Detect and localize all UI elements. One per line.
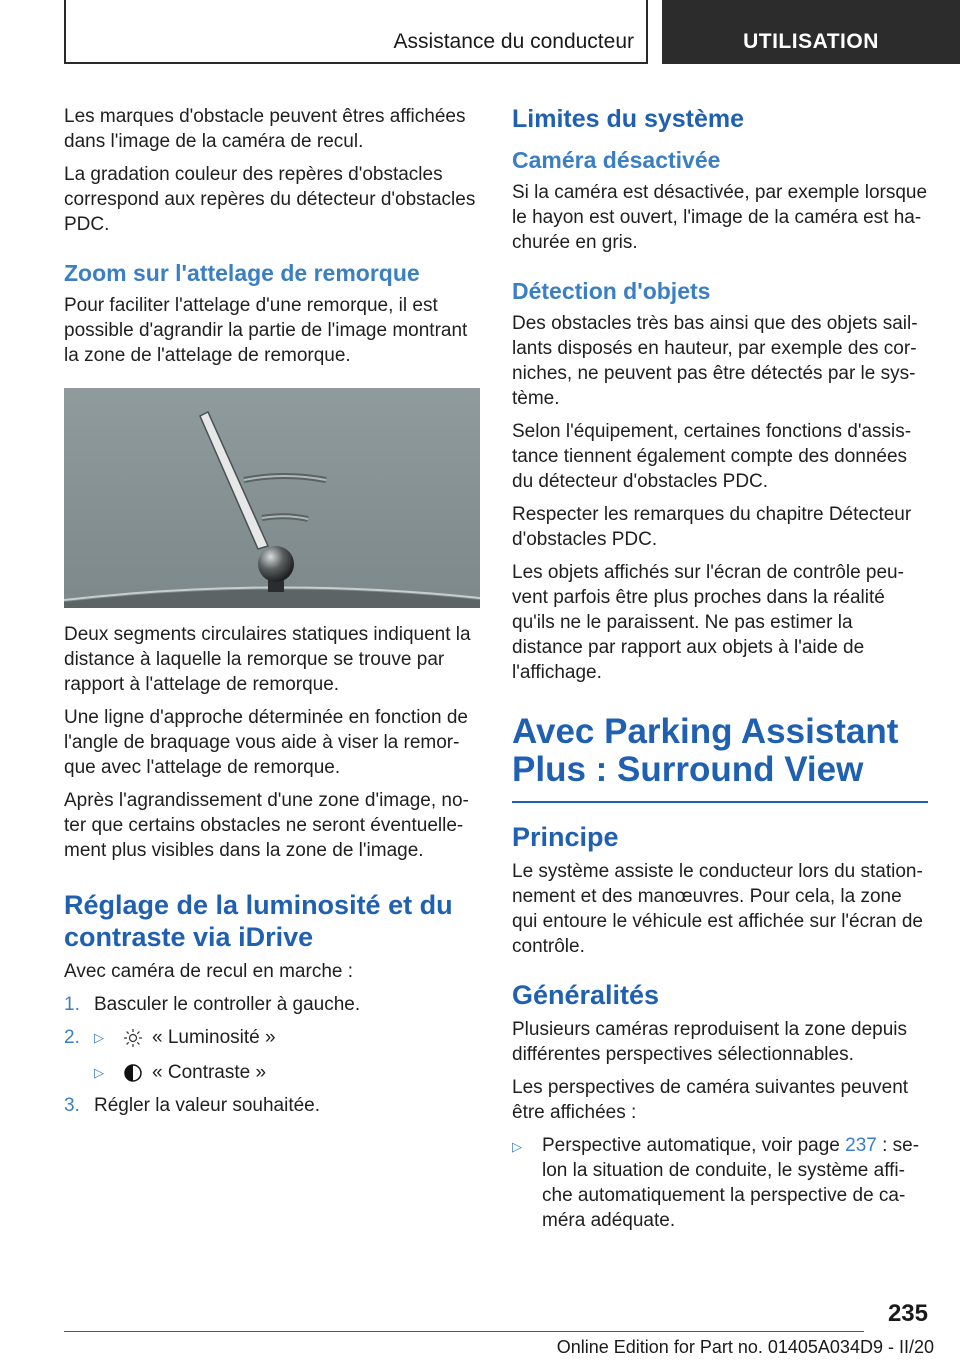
- step-number: 1.: [64, 994, 80, 1015]
- perspective-list: [512, 1133, 928, 1233]
- paragraph: Les perspectives de caméra suivantes peuvent être affichées :: [512, 1077, 909, 1123]
- heading-reglage: Réglage de la luminosité et du contraste via iDrive: [64, 890, 453, 952]
- running-header: [64, 0, 648, 64]
- right-column: [512, 104, 928, 1233]
- list-item: [64, 992, 480, 1017]
- paragraph: Selon l'équipement, certaines fonctions d'assistance tiennent également compte des données du détecteur d'obstacles PDC.: [512, 421, 912, 492]
- bullet-text-before: Perspective automatique, voir page: [542, 1135, 846, 1156]
- step-number: 2.: [64, 1027, 80, 1048]
- bullet-text-after: : selon la situation de conduite, le système affiche automatiquement la perspective de caméra adéquate.: [542, 1135, 920, 1231]
- step-number: 3.: [64, 1095, 80, 1116]
- chapter-rule: [512, 801, 928, 803]
- sub-item: [94, 1060, 480, 1085]
- list-item: [64, 1093, 480, 1118]
- paragraph: Deux segments circulaires statiques indiquent la distance à laquelle la remorque se trouve par rapport à l'attelage de remorque.: [64, 624, 471, 695]
- step-text: Basculer le controller à gauche.: [94, 994, 361, 1015]
- paragraph: Respecter les remarques du chapitre Détecteur d'obstacles PDC.: [512, 504, 912, 550]
- sub-item-label: « Contraste »: [152, 1062, 267, 1083]
- footer-edition: Online Edition for Part no. 01405A034D9 - II/20: [556, 1337, 934, 1357]
- paragraph: Les objets affichés sur l'écran de contrôle peuvent parfois être plus proches dans la réalité qu'ils ne le paraissent. Ne pas estimer la distance par rapport aux objets à l'aide de l'affichage.: [512, 562, 904, 683]
- paragraph: Le système assiste le conducteur lors du stationnement et des manœuvres. Pour cela, la zone qui entoure le véhicule est affichée sur l'écran de contrôle.: [512, 861, 923, 957]
- heading-detection: Détection d'objets: [512, 278, 711, 304]
- paragraph: Plusieurs caméras reproduisent la zone depuis différentes perspectives sélectionnables.: [512, 1019, 907, 1065]
- triangle-bullet-icon: ▷: [94, 1065, 104, 1080]
- half-circle-icon: [122, 1062, 144, 1084]
- chapter-tab-label: UTILISATION: [743, 30, 879, 53]
- page-number: 235: [887, 1300, 928, 1327]
- list-item: [64, 1025, 480, 1085]
- paragraph: Avec caméra de recul en marche :: [64, 961, 354, 982]
- paragraph: Des obstacles très bas ainsi que des objets saillants disposés en hauteur, par exemple des corniches, ne peuvent pas être détectés par le système.: [512, 313, 918, 409]
- heading-generalites: Généralités: [512, 980, 660, 1010]
- section-title: Assistance du conducteur: [393, 30, 634, 53]
- paragraph: La gradation couleur des repères d'obstacles correspond aux repères du détecteur d'obstacles PDC.: [64, 164, 476, 235]
- paragraph: Si la caméra est désactivée, par exemple lorsque le hayon est ouvert, l'image de la caméra est hachurée en gris.: [512, 182, 928, 253]
- sub-item: [94, 1025, 480, 1050]
- sun-icon: [122, 1027, 144, 1049]
- trailer-hitch-illustration: [64, 388, 480, 608]
- heading-limites: Limites du système: [512, 105, 745, 133]
- heading-principe: Principe: [512, 822, 619, 852]
- sub-item-label: « Luminosité »: [152, 1027, 276, 1048]
- left-column: [64, 104, 480, 1126]
- paragraph: Pour faciliter l'attelage d'une remorque, il est possible d'agrandir la partie de l'image montrant la zone de l'attelage de remorque.: [64, 295, 468, 366]
- steps-list: [64, 992, 480, 1118]
- chapter-title: Avec Parking Assistant Plus : Surround View: [512, 712, 899, 789]
- paragraph: Une ligne d'approche déterminée en fonction de l'angle de braquage vous aide à viser la remorque avec l'attelage de remorque.: [64, 707, 468, 778]
- triangle-bullet-icon: ▷: [94, 1030, 104, 1045]
- step-text: Régler la valeur souhaitée.: [94, 1095, 321, 1116]
- footer-rule: [64, 1331, 864, 1332]
- chapter-tab: [662, 0, 960, 64]
- paragraph: Les marques d'obstacle peuvent êtres affichées dans l'image de la caméra de recul.: [64, 106, 466, 152]
- triangle-bullet-icon: ▷: [512, 1139, 522, 1154]
- heading-zoom: Zoom sur l'attelage de remorque: [64, 260, 420, 286]
- page-link[interactable]: 237: [845, 1135, 877, 1156]
- list-item: [512, 1133, 928, 1233]
- paragraph: Après l'agrandissement d'une zone d'image, noter que certains obstacles ne seront éventuellement plus visibles dans la zone de l'image.: [64, 790, 469, 861]
- heading-camera: Caméra désactivée: [512, 147, 721, 173]
